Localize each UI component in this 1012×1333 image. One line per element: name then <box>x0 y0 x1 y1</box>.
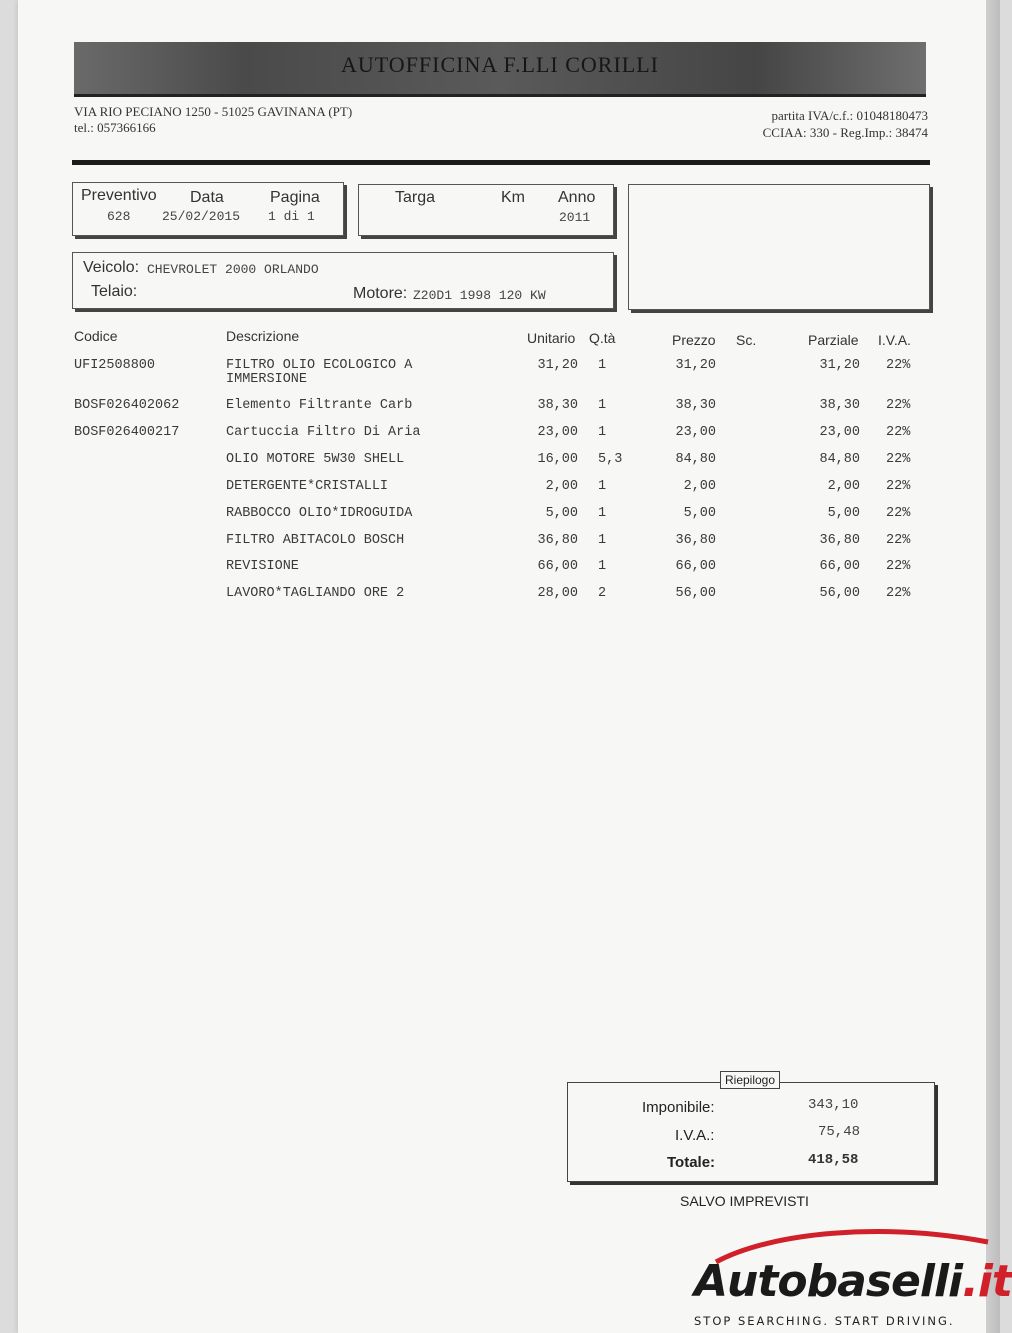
cell-parziale: 5,00 <box>827 506 860 521</box>
cell-iva: 22% <box>886 398 911 413</box>
cell-prezzo: 36,80 <box>675 533 716 548</box>
header-parziale: Parziale <box>808 332 859 348</box>
document-info-box <box>72 182 344 236</box>
cell-iva: 22% <box>886 506 911 521</box>
salvo-imprevisti-note: SALVO IMPREVISTI <box>680 1193 809 1209</box>
cell-parziale: 36,80 <box>819 533 860 548</box>
cell-unitario: 23,00 <box>537 425 578 440</box>
header-codice: Codice <box>74 328 118 344</box>
header-descrizione: Descrizione <box>226 328 300 344</box>
brand-dot: . <box>962 1256 978 1307</box>
cell-descr1: LAVORO*TAGLIANDO ORE 2 <box>226 586 405 601</box>
preventivo-number: 628 <box>107 209 131 224</box>
data-label: Data <box>190 189 224 206</box>
header-unitario: Unitario <box>527 330 576 346</box>
cell-descr1: REVISIONE <box>226 559 299 574</box>
brand-tld: it <box>977 1256 1012 1307</box>
vehicle-box <box>72 252 614 309</box>
brand-main: Autobaselli <box>694 1256 963 1307</box>
brand-slogan: STOP SEARCHING. START DRIVING. <box>694 1314 955 1328</box>
cell-prezzo: 84,80 <box>675 452 716 467</box>
cell-iva: 22% <box>886 586 911 601</box>
iva-label: I.V.A.: <box>675 1127 715 1144</box>
veicolo-label: Veicolo: <box>83 259 140 276</box>
imponibile-label: Imponibile: <box>642 1099 715 1116</box>
header-qta: Q.tà <box>589 330 616 346</box>
pagina-label: Pagina <box>270 189 320 206</box>
cell-descr1: DETERGENTE*CRISTALLI <box>226 479 389 494</box>
cell-qta: 1 <box>598 425 607 440</box>
cell-descr2: IMMERSIONE <box>226 372 308 387</box>
cell-prezzo: 38,30 <box>675 398 716 413</box>
cell-qta: 2 <box>598 586 607 601</box>
header-prezzo: Prezzo <box>672 332 716 348</box>
cell-descr1: Elemento Filtrante Carb <box>226 398 413 413</box>
cell-qta: 5,3 <box>598 452 623 467</box>
cell-parziale: 31,20 <box>819 358 860 373</box>
cell-prezzo: 66,00 <box>675 559 716 574</box>
company-banner <box>74 42 926 97</box>
targa-label: Targa <box>395 189 436 206</box>
cell-parziale: 2,00 <box>827 479 860 494</box>
cell-iva: 22% <box>886 533 911 548</box>
preventivo-label: Preventivo <box>81 187 157 204</box>
cell-parziale: 84,80 <box>819 452 860 467</box>
anno-label: Anno <box>558 189 596 206</box>
cell-unitario: 66,00 <box>537 559 578 574</box>
cell-descr1: RABBOCCO OLIO*IDROGUIDA <box>226 506 413 521</box>
cell-parziale: 66,00 <box>819 559 860 574</box>
cell-prezzo: 2,00 <box>683 479 716 494</box>
anno-value: 2011 <box>559 210 591 225</box>
cell-iva: 22% <box>886 425 911 440</box>
cell-iva: 22% <box>886 452 911 467</box>
cell-prezzo: 31,20 <box>675 358 716 373</box>
cell-qta: 1 <box>598 506 607 521</box>
company-address: VIA RIO PECIANO 1250 - 51025 GAVINANA (PT) <box>74 104 353 119</box>
cell-unitario: 36,80 <box>537 533 578 548</box>
customer-box <box>628 184 930 310</box>
cell-iva: 22% <box>886 559 911 574</box>
cell-descr1: FILTRO ABITACOLO BOSCH <box>226 533 405 548</box>
cell-descr1: OLIO MOTORE 5W30 SHELL <box>226 452 405 467</box>
cell-codice: BOSF026400217 <box>74 425 180 440</box>
cell-descr1: FILTRO OLIO ECOLOGICO A <box>226 358 413 373</box>
brand-logo <box>694 1256 1012 1307</box>
cell-unitario: 31,20 <box>537 358 578 373</box>
vehicle-id-box <box>358 184 614 236</box>
header-sc: Sc. <box>736 332 757 348</box>
cell-unitario: 28,00 <box>537 586 578 601</box>
cell-parziale: 56,00 <box>819 586 860 601</box>
km-label: Km <box>501 189 525 206</box>
motore-label: Motore: <box>353 285 408 302</box>
totale-label: Totale: <box>667 1154 716 1171</box>
iva-value: 75,48 <box>818 1124 861 1140</box>
cell-qta: 1 <box>598 559 607 574</box>
cell-unitario: 16,00 <box>537 452 578 467</box>
cell-parziale: 38,30 <box>819 398 860 413</box>
veicolo-value: CHEVROLET 2000 ORLANDO <box>147 262 319 277</box>
cell-codice: UFI2508800 <box>74 358 156 373</box>
cell-unitario: 2,00 <box>545 479 578 494</box>
cell-iva: 22% <box>886 358 911 373</box>
header-iva: I.V.A. <box>878 332 911 348</box>
cell-qta: 1 <box>598 479 607 494</box>
cell-qta: 1 <box>598 358 607 373</box>
background-edge <box>986 0 1000 1333</box>
cell-parziale: 23,00 <box>819 425 860 440</box>
riepilogo-title: Riepilogo <box>720 1071 780 1089</box>
company-vat: partita IVA/c.f.: 01048180473 <box>771 108 928 123</box>
summary-box <box>567 1082 935 1182</box>
cell-qta: 1 <box>598 398 607 413</box>
cell-prezzo: 23,00 <box>675 425 716 440</box>
page-number: 1 di 1 <box>268 209 315 224</box>
cell-unitario: 5,00 <box>545 506 578 521</box>
imponibile-value: 343,10 <box>808 1097 859 1113</box>
cell-codice: BOSF026402062 <box>74 398 180 413</box>
cell-qta: 1 <box>598 533 607 548</box>
cell-prezzo: 5,00 <box>683 506 716 521</box>
document-date: 25/02/2015 <box>162 209 241 224</box>
motore-value: Z20D1 1998 120 KW <box>413 288 546 303</box>
header-divider <box>72 160 930 165</box>
company-name: AUTOFFICINA F.LLI CORILLI <box>340 52 659 77</box>
cell-unitario: 38,30 <box>537 398 578 413</box>
cell-iva: 22% <box>886 479 911 494</box>
totale-value: 418,58 <box>808 1152 859 1168</box>
cell-prezzo: 56,00 <box>675 586 716 601</box>
telaio-label: Telaio: <box>91 283 138 300</box>
company-phone: tel.: 057366166 <box>74 120 156 135</box>
company-cciaa: CCIAA: 330 - Reg.Imp.: 38474 <box>762 125 928 140</box>
cell-descr1: Cartuccia Filtro Di Aria <box>226 425 421 440</box>
